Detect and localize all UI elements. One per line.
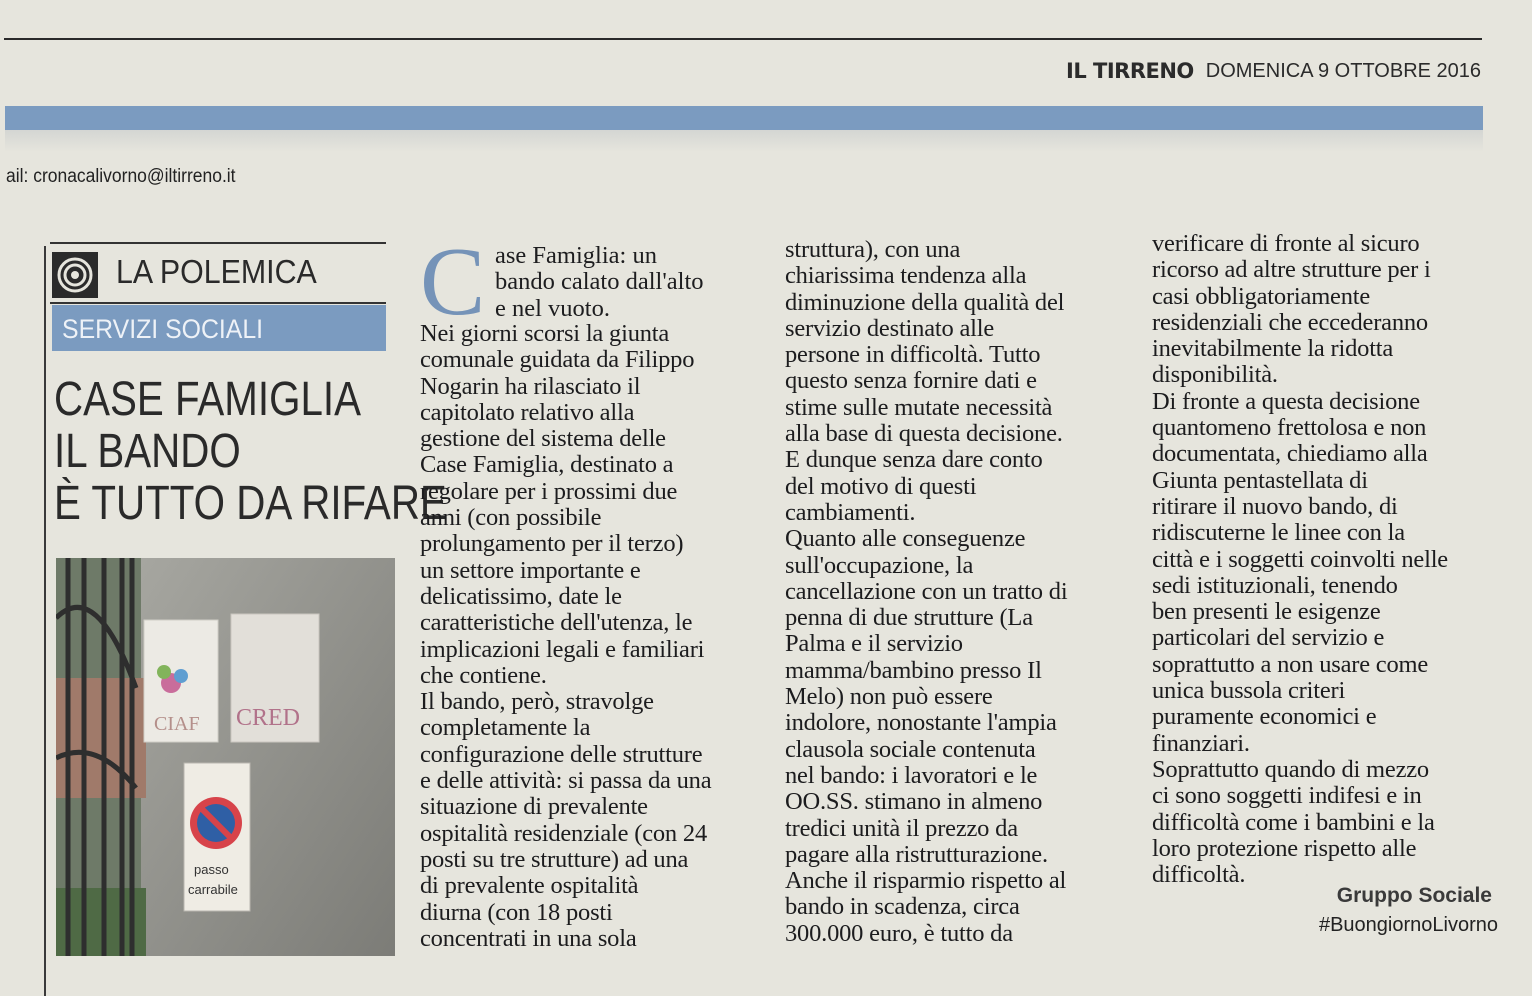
header-band [5, 106, 1483, 130]
parking-sign-text: passo [194, 862, 229, 877]
lead-text: ase Famiglia: un bando calato dall'alto e nel vuoto. [495, 242, 704, 322]
hashtag: #BuongiornoLivorno [1318, 914, 1498, 936]
signature: Gruppo Sociale [1336, 884, 1492, 907]
label-text: LA POLEMICA [116, 253, 317, 290]
parking-sign-text: carrabile [188, 882, 238, 897]
column-divider [44, 246, 46, 996]
article-column-2: struttura), con una chiarissima tendenza alla diminuzione della qualità del servizio destinato alle persone in difficoltà. Tutto questo senza fornire dati e stime sulle mutate necessità alla base di questa decisione. E dunque senza dare conto del motivo di questi cambiamenti. Quanto alle conseguenze sull'occupazione, la cancellazione con un tratto di penna di due strutture (La Palma e il servizio mamma/bambino presso Il Melo) non può essere indolore, nonostante l'ampia clausola sociale contenuta nel bando: i lavoratori e le OO.SS. stimano in almeno tredici unità il prezzo da pagare alla ristrutturazione. Anche il risparmio rispetto al bando in scadenza, circa 300.000 euro, è tutto da [785, 236, 1068, 947]
article-column-1: Nei giorni scorsi la giunta comunale guidata da Filippo Nogarin ha rilasciato il capitolato relativo alla gestione del sistema delle Case Famiglia, destinato a regolare per i prossimi due anni (con possibile prolungamento per il terzo) un settore importante e delicatissimo, date le caratteristiche dell'utenza, le implicazioni legali e familiari che contiene. Il bando, però, stravolge completamente la configurazione delle strutture e delle attività: si passa da una situazione di prevalente ospitalità residenziale (con 24 posti su tre strutture) ad una di prevalente ospitalità diurna (con 18 posti concentrati in una sola [420, 320, 712, 952]
polemica-label [50, 242, 386, 304]
top-rule [4, 38, 1482, 40]
issue-date: DOMENICA 9 OTTOBRE 2016 [1205, 59, 1482, 82]
headline [54, 373, 447, 530]
headline-line: È TUTTO DA RIFARE [54, 477, 447, 530]
masthead [1066, 56, 1486, 86]
photo-sign-right: CRED [236, 705, 301, 731]
newspaper-name: IL TIRRENO [1066, 59, 1194, 83]
drop-cap: C [420, 228, 486, 336]
lead-block [420, 228, 770, 336]
article-column-3: verificare di fronte al sicuro ricorso ad altre strutture per i casi obbligatoriamente residenziali che eccederanno inevitabilmente la ridotta disponibilità. Di fronte a questa decisione quantomeno frettolosa e non documentata, chiediamo alla Giunta pentastellata di ritirare il nuovo bando, di ridiscuterne le linee con la città e i soggetti coinvolti nelle sedi istituzionali, tenendo ben presenti le esigenze particolari del servizio e soprattutto a non usare come unica bussola criteri puramente economici e finanziari. Soprattutto quando di mezzo ci sono soggetti indifesi e in difficoltà come i bambini e la loro protezione rispetto alle difficoltà. [1152, 230, 1448, 889]
header-band-shadow [5, 130, 1483, 152]
section-bar [52, 305, 386, 351]
headline-line: IL BANDO [54, 425, 241, 478]
contact-email: ail: cronacalivorno@iltirreno.it [6, 166, 236, 187]
article-photo [56, 558, 395, 956]
photo-sign-left: CIAF [154, 713, 200, 735]
headline-line: CASE FAMIGLIA [54, 373, 361, 426]
target-icon [52, 252, 98, 298]
section-name: SERVIZI SOCIALI [62, 314, 264, 344]
